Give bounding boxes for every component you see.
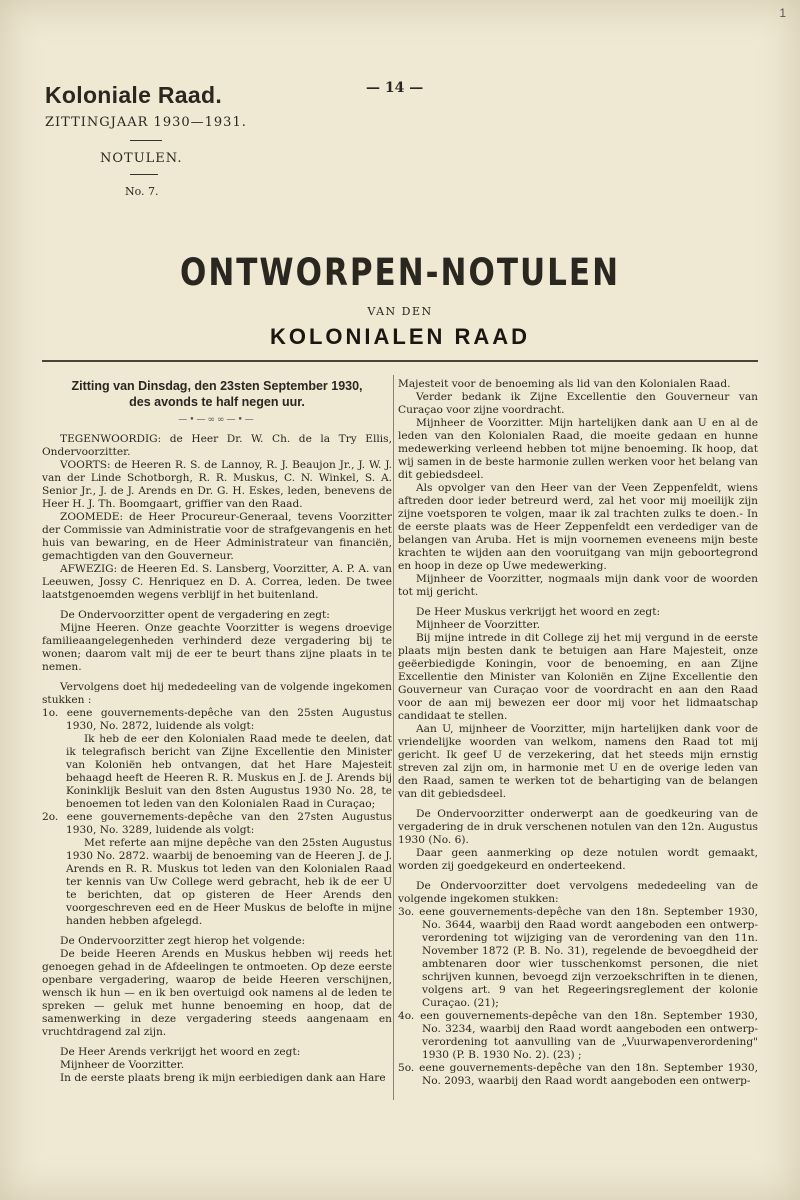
paragraph: De Heer Arends verkrijgt het woord en zegt: [60,1046,301,1058]
paragraph: In de eerste plaats breng ik mijn eerbiedigen dank aan Hare [60,1072,386,1084]
page-number: — 14 — [366,80,424,96]
column-divider [393,375,394,1100]
paragraph: Mijne Heeren. Onze geachte Voorzitter is wegens droevige familieaangelegenheden verhinderd deze vergadering bij te wonen; daarom valt mij de eer te beurt thans zijne plaats in te nemen. [42,622,392,673]
notulen-label: NOTULEN. [100,151,183,166]
session-year: ZITTINGJAAR 1930—1931. [45,115,247,130]
right-column [398,378,758,1088]
section-rule [42,360,758,362]
paragraph: Mijnheer de Voorzitter. [60,1059,185,1071]
paragraph: Bij mijne intrede in dit College zij het mij vergund in de eerste plaats mijn besten dank te betuigen aan Hare Majesteit, onze geëerbiedigde Koningin, voor de benoeming, en aan Zijne Excellentie den Minister van Koloniën en Zijne Excellentie den Gouverneur van Curaçao voor de voordracht en aan den Raad voor de aan mij bewezen eer door mij voor het lidmaatschap candidaat te stellen. [398,632,758,722]
paragraph: AFWEZIG: de Heeren Ed. S. Lansberg, Voorzitter, A. P. A. van Leeuwen, Jossy C. Henriquez en D. A. Correa, leden. De twee laatstgenoemden wegens verblijf in het buitenland. [42,563,392,601]
list-item: 2o. eene gouvernements-depêche van den 27sten Augustus 1930, No. 3289, luidende als volgt: [42,811,392,836]
list-item: 4o. een gouvernements-depêche van den 18n. September 1930, No. 3234, waarbij den Raad wordt aangeboden een ontwerp-verordening tot aanvulling van de „Vuurwapenverordening" 1930 (P. B. 1930 No. 2). (23) ; [398,1010,758,1061]
paragraph: De Ondervoorzitter zegt hierop het volgende: [60,935,306,947]
paragraph: De Ondervoorzitter doet vervolgens mededeeling van de volgende ingekomen stukken: [398,880,758,905]
paragraph: Vervolgens doet hij mededeeling van de volgende ingekomen stukken : [42,681,392,706]
paragraph: De beide Heeren Arends en Muskus hebben wij reeds het genoegen gehad in de Afdeelingen te ontmoeten. Op deze eerste openbare vergadering, waarop de beide Heeren verschijnen, wensch ik hun — en ik ben overtuigd ook namens al de leden te spreken — geluk met hunne benoeming en hoop, dat de samenwerking in deze vergadering steeds aangenaam en vruchtdragend zal zijn. [42,948,392,1038]
list-item: 3o. eene gouvernements-depêche van den 18n. September 1930, No. 3644, waarbij den Raad wordt aangeboden een ontwerp-verordening tot wijziging van de verordening van den 11n. November 1872 (P. B. No. 31), regelende de bevoegdheid der ambtenaren door wier tusschenkomst personen, die niet schrijven kunnen, bevoegd zijn verzoekschriften in te dienen, volgens art. 9 van het Regeeringsreglement der kolonie Curaçao. (21); [398,906,758,1009]
quoted-text: Ik heb de eer den Kolonialen Raad mede te deelen, dat ik telegrafisch bericht van Zijne Excellentie den Minister van Koloniën heb ontvangen, dat het Hare Majesteit behaagd heeft de Heeren R. R. Muskus en J. de J. Arends bij Koninklijk Besluit van den 8sten Augustus 1930 No. 28, te benoemen tot leden van den Kolonialen Raad in Curaçao; [66,733,392,810]
paragraph: De Heer Muskus verkrijgt het woord en zegt: [416,606,661,618]
paragraph: VOORTS: de Heeren R. S. de Lannoy, R. J. Beaujon Jr., J. W. J. van der Linde Schotborgh, R. R. Muskus, C. N. Winkel, S. A. Senior Jr., J. de J. Arends en Dr. G. H. Eskes, leden, benevens de Heer H. J. Th. Boomgaart, griffier van den Raad. [42,459,392,510]
council-title: Koloniale Raad. [45,82,223,108]
document-header [45,82,295,198]
paragraph: De Ondervoorzitter opent de vergadering en zegt: [60,609,330,621]
ornament: —•—∞∞—•— [178,415,256,425]
subtitle: VAN DEN [367,305,433,318]
paragraph: Mijnheer de Voorzitter. [416,619,541,631]
paragraph: Aan U, mijnheer de Voorzitter, mijn hartelijken dank voor de vriendelijke woorden van welkom, namens den Raad tot mij gericht. Ik geef U de verzekering, dat het steeds mijn ernstig streven zal zijn om, in harmonie met U en de overige leden van den Raad, samen te werken tot de behartiging van de belangen van dit gebiedsdeel. [398,723,758,800]
main-title: ONTWORPEN-NOTULEN [179,251,621,295]
minutes-number: No. 7. [125,185,159,198]
paragraph: Als opvolger van den Heer van der Veen Zeppenfeldt, wiens aftreden door ieder betreurd werd, zal het voor mij moeilijk zijn zijne voetsporen te volgen, maar ik zal trachten zulks te doen.- In de eerste plaats was de Heer Zeppenfeldt een verdediger van de belangen van Aruba. Het is mijn voornemen eveneens mijn beste krachten te wijden aan den vooruitgang van mijn geboortegrond en hoop in deze op Uwe medewerking. [398,482,758,572]
paragraph: Mijnheer de Voorzitter. Mijn hartelijken dank aan U en al de leden van den Kolonialen Raad, die moeite gedaan en hunne medewerking verleend hebben tot mijne benoeming. Ik hoop, dat wij samen in de beste harmonie zullen werken voor het belang van dit gebiedsdeel. [398,417,758,481]
list-item: 5o. eene gouvernements-depêche van den 18n. September 1930, No. 2093, waarbij den Raad wordt aangeboden een ontwerp- [398,1062,758,1087]
paragraph: Verder bedank ik Zijne Excellentie den Gouverneur van Curaçao voor zijne voordracht. [398,391,758,416]
divider [130,140,162,141]
paragraph: TEGENWOORDIG: de Heer Dr. W. Ch. de la Try Ellis, Ondervoorzitter. [42,433,392,458]
council-banner: KOLONIALEN RAAD [269,324,531,349]
divider [130,174,158,175]
paragraph: Mijnheer de Voorzitter, nogmaals mijn dank voor de woorden tot mij gericht. [398,573,758,598]
paragraph: Daar geen aanmerking op deze notulen wordt gemaakt, worden zij goedgekeurd en onderteekend. [398,847,758,872]
paragraph: ZOOMEDE: de Heer Procureur-Generaal, tevens Voorzitter der Commissie van Administratie voor de strafgevangenis en het huis van bewaring, en de Heer Administrateur van financiën, gemachtigden van den Gouverneur. [42,511,392,562]
corner-mark: 1 [779,6,786,20]
quoted-text: Met referte aan mijne depêche van den 25sten Augustus 1930 No. 2872. waarbij de benoeming van de Heeren J. de J. Arends en R. R. Muskus tot leden van den Kolonialen Raad ter kennis van Uw College werd gebracht, heb ik de eer U te berichten, dat op gisteren de Heer Arends den voorgeschreven eed en de Heer Muskus de belofte in mijne handen hebben afgelegd. [66,837,392,927]
left-column [42,378,392,1085]
paragraph: Majesteit voor de benoeming als lid van den Kolonialen Raad. [398,378,731,390]
heading-line: des avonds te half negen uur. [129,395,305,409]
session-heading [42,378,392,410]
paragraph: De Ondervoorzitter onderwerpt aan de goedkeuring van de vergadering de in druk verschenen notulen van den 12n. Augustus 1930 (No. 6). [398,808,758,846]
heading-line: Zitting van Dinsdag, den 23sten September 1930, [71,379,363,393]
list-item: 1o. eene gouvernements-depêche van den 25sten Augustus 1930, No. 2872, luidende als volgt: [42,707,392,732]
